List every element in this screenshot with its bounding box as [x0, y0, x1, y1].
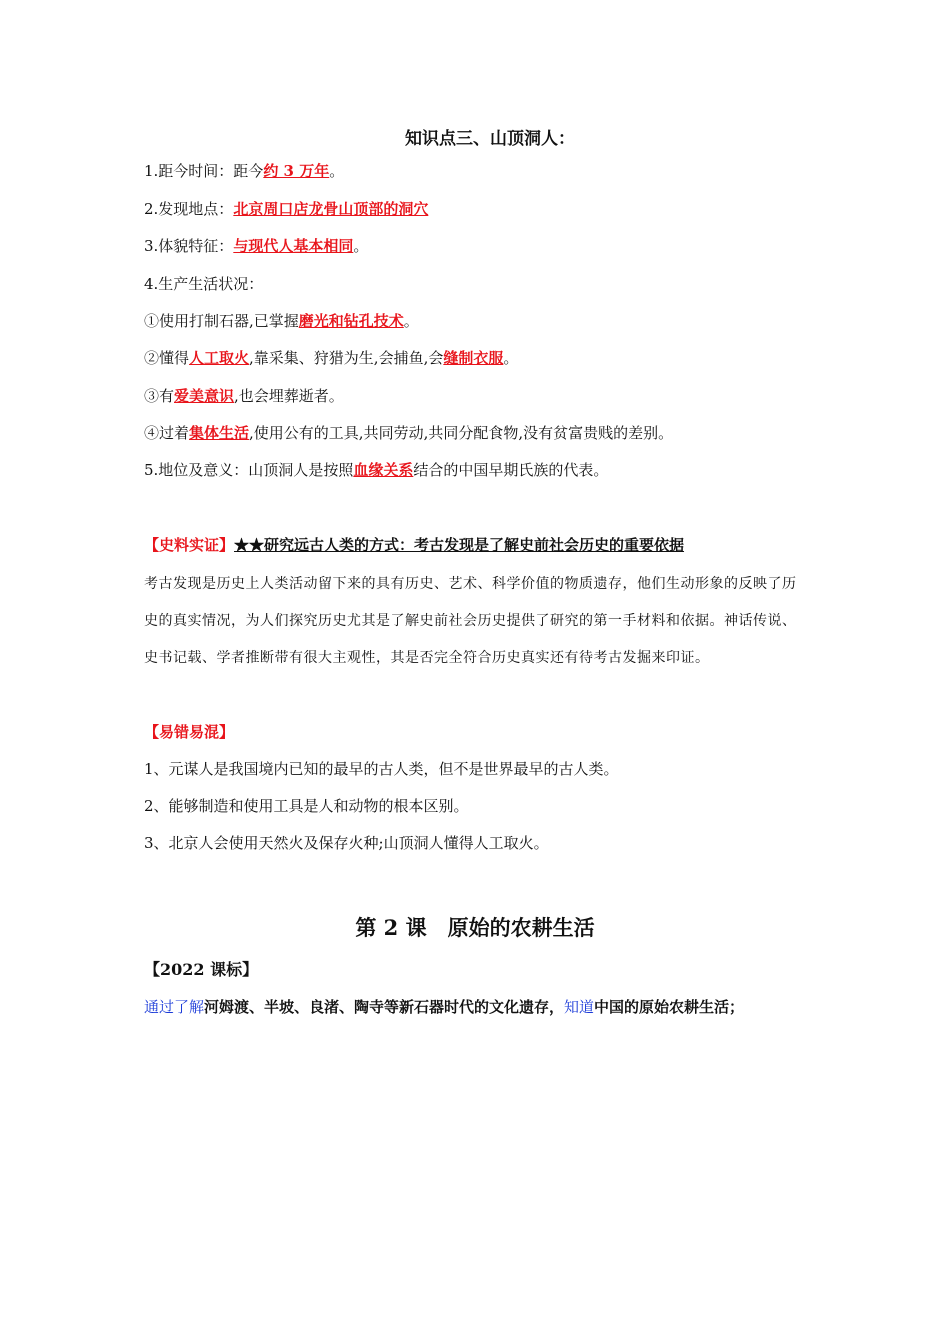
item-time: 1.距今时间：距今约 3 万年。 — [144, 162, 345, 180]
highlight-beauty: 爱美意识 — [174, 387, 235, 405]
sub-item-fire: ②懂得人工取火,靠采集、狩猎为生,会捕鱼,会缝制衣服。 — [144, 349, 519, 367]
item-significance: 5.地位及意义：山顶洞人是按照血缘关系结合的中国早期氏族的代表。 — [144, 461, 609, 479]
standard-lead: 通过了解 — [144, 998, 205, 1016]
curriculum-standard-tag: 【2022 课标】 — [144, 960, 259, 979]
confusion-item: 2、能够制造和使用工具是人和动物的根本区别。 — [144, 797, 469, 815]
item-features: 3.体貌特征：与现代人基本相同。 — [144, 237, 369, 255]
section-title: 知识点三、山顶洞人： — [405, 129, 575, 149]
evidence-title: ★★研究远古人类的方式：考古发现是了解史前社会历史的重要依据 — [234, 536, 685, 554]
item-location: 2.发现地点：北京周口店龙骨山顶部的洞穴 — [144, 200, 429, 218]
highlight-location: 北京周口店龙骨山顶部的洞穴 — [233, 200, 429, 218]
highlight-tools: 磨光和钻孔技术 — [298, 312, 404, 330]
highlight-clothes: 缝制衣服 — [443, 349, 504, 367]
confusion-item: 3、北京人会使用天然火及保存火种;山顶洞人懂得人工取火。 — [144, 834, 549, 852]
confusion-tag: 【易错易混】 — [144, 723, 235, 741]
evidence-body: 考古发现是历史上人类活动留下来的具有历史、艺术、科学价值的物质遗存，他们生动形象的反映了历史的真实情况，为人们探究历史尤其是了解史前社会历史提供了研究的第一手材料和依据。神话传说、史书记载、学者推断带有很大主观性，其是否完全符合历史真实还有待考古发掘来印证。 — [144, 576, 797, 666]
lesson-title: 第 2 课 原始的农耕生活 — [355, 915, 595, 940]
sub-item-tools: ①使用打制石器,已掌握磨光和钻孔技术。 — [144, 312, 419, 330]
evidence-heading — [144, 535, 684, 555]
item-life: 4.生产生活状况： — [144, 275, 264, 293]
standard-verb: 知道 — [564, 998, 595, 1016]
highlight-features: 与现代人基本相同 — [233, 237, 354, 255]
highlight-collective: 集体生活 — [189, 424, 250, 442]
confusion-heading — [144, 722, 234, 742]
sub-item-collective: ④过着集体生活,使用公有的工具,共同劳动,共同分配食物,没有贫富贵贱的差别。 — [144, 424, 674, 442]
highlight-fire: 人工取火 — [189, 349, 250, 367]
curriculum-standard-text: 通过了解河姆渡、半坡、良渚、陶寺等新石器时代的文化遗存，知道中国的原始农耕生活； — [144, 998, 745, 1016]
evidence-tag: 【史料实证】 — [144, 536, 235, 554]
highlight-blood: 血缘关系 — [353, 461, 414, 479]
confusion-item: 1、元谋人是我国境内已知的最早的古人类，但不是世界最早的古人类。 — [144, 760, 619, 778]
sub-item-beauty: ③有爱美意识,也会埋葬逝者。 — [144, 387, 344, 405]
highlight-time: 约 3 万年 — [263, 162, 330, 180]
